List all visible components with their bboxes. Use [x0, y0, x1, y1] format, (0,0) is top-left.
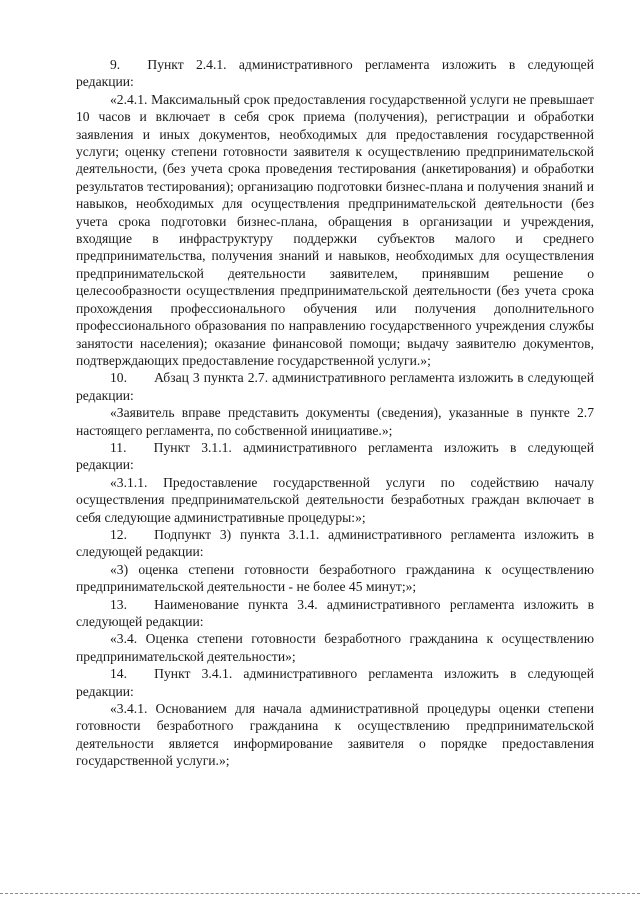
item-9-text: «2.4.1. Максимальный срок предоставления государственной услуги не превышает 10 часов и включает в себя срок приема (получения), регистрации и обработки заявления и иных документов, необходимых для предоставления государственной услуги; оценку степени готовности заявителя к осуществлению предпринимательской деятельности, (без учета срока проведения тестирования (анкетирования) и обработки результатов тестирования); организацию подготовки бизнес-плана и получения знаний и навыков, необходимых для осуществления предпринимательской деятельности (без учета срока подготовки бизнес-плана, обращения в организации и учреждения, входящие в инфраструктуру поддержки субъектов малого и среднего предпринимательства, получения знаний и навыков, необходимых для осуществления предпринимательской деятельности заявителем, принявшим решение о целесообразности осуществления предпринимательской деятельности (без учета срока прохождения профессионального обучения или получения дополнительного профессионального образования по направлению государственного учреждения службы занятости населения); оказание финансовой помощи; выдачу заявителю документов, подтверждающих предоставление государственной услуги.»; — [76, 91, 594, 368]
item-11-heading: 11. Пункт 3.1.1. административного регламента изложить в следующей редакции: — [76, 439, 594, 473]
bottom-divider — [0, 893, 640, 894]
item-12-text: «3) оценка степени готовности безработного гражданина к осуществлению предпринимательской деятельности - не более 45 минут;»; — [76, 561, 594, 595]
item-10-heading: 10. Абзац 3 пункта 2.7. административного регламента изложить в следующей редакции: — [76, 370, 594, 403]
item-9-heading: 9. Пункт 2.4.1. административного регламента изложить в следующей редакции: — [76, 57, 594, 90]
item-14-text: «3.4.1. Основанием для начала административной процедуры оценки степени готовности безработного гражданина к осуществлению предпринимательской деятельности является информирование заявителя о порядке предоставления государственной услуги.»; — [76, 701, 594, 769]
item-14-heading: 14. Пункт 3.4.1. административного регламента изложить в следующей редакции: — [76, 666, 594, 699]
item-11-text: «3.1.1. Предоставление государственной услуги по содействию началу осуществления предпринимательской деятельности безработных граждан включает в себя следующие административные процедуры:»; — [76, 474, 594, 525]
item-13-heading: 13. Наименование пункта 3.4. административного регламента изложить в следующей редакции: — [76, 596, 594, 629]
item-13-text: «3.4. Оценка степени готовности безработного гражданина к осуществлению предпринимательской деятельности»; — [76, 631, 594, 664]
item-10-text: «Заявитель вправе представить документы (сведения), указанные в пункте 2.7 настоящего регламента, по собственной инициативе.»; — [76, 405, 594, 438]
document-page — [76, 56, 594, 770]
item-12-heading: 12. Подпункт 3) пункта 3.1.1. административного регламента изложить в следующей редакции: — [76, 526, 594, 560]
